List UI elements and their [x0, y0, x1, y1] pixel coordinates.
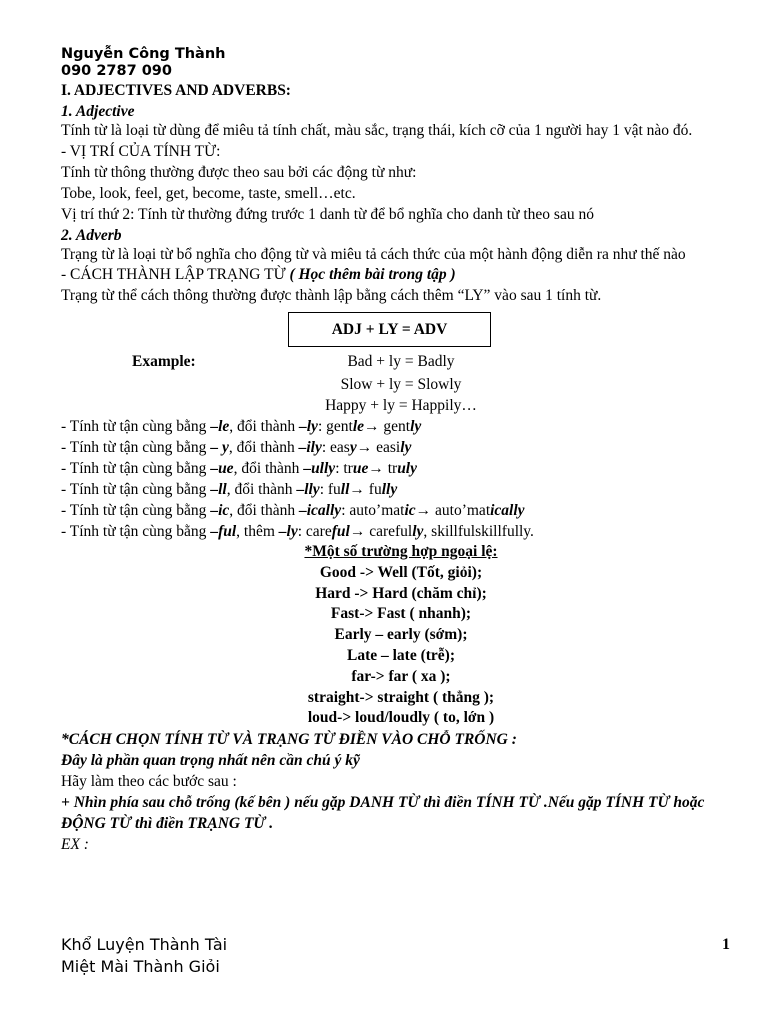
choose-important: Đây là phần quan trọng nhất nên cần chú ý kỹ [61, 752, 360, 770]
exception-item: Good -> Well (Tốt, giỏi); [319, 563, 483, 581]
rule-new-suffix: –ly [299, 418, 318, 435]
adjective-position-line1: Tính từ thông thường được theo sau bởi các động từ như: [61, 163, 417, 181]
rule-new-suffix: –ically [299, 502, 342, 519]
rule-ex2-base: tr [383, 460, 398, 477]
author-name: Nguyễn Công Thành [61, 46, 226, 62]
choose-step1: + Nhìn phía sau chỗ trống (kế bên ) nếu gặp DANH TỪ thì điền TÍNH TỪ .Nếu gặp TÍNH TỪ hoặc ĐỘNG TỪ thì điền TRẠNG TỪ . [61, 794, 705, 833]
rule-colon: : [319, 481, 328, 498]
rule-list [61, 416, 741, 542]
rule-line [61, 416, 741, 437]
rule-new-suffix: –ly [278, 523, 298, 540]
rule-suffix: –ll [210, 481, 227, 498]
rule-ex1-end: ue [352, 460, 369, 477]
adverb-definition: Trạng từ là loại từ bổ nghĩa cho động từ và miêu tả cách thức của một hành động diễn ra như thế nào [61, 245, 686, 263]
rule-ex1-end: ic [404, 502, 416, 519]
formula-box: ADJ + LY = ADV [288, 312, 491, 347]
rule-ex2-base: fu [364, 481, 382, 498]
rule-mid: , đổi thành [229, 418, 299, 435]
example-formula: Happy + ly = Happily… [325, 397, 477, 414]
rule-ex1-end: le [352, 418, 364, 435]
rule-pre: - Tính từ tận cùng bằng [61, 460, 211, 477]
adverb-formation-heading [61, 264, 741, 285]
rule-arrow: → [368, 460, 384, 477]
rule-pre: - Tính từ tận cùng bằng [61, 481, 211, 498]
rule-ex1-base: eas [330, 439, 350, 456]
rule-line [61, 521, 741, 542]
rule-arrow: → [356, 439, 373, 456]
rule-ex2-end: ly [400, 439, 412, 456]
rule-arrow: → [349, 523, 366, 540]
rule-new-suffix: –ully [303, 460, 336, 477]
rule-colon: : [297, 523, 306, 540]
rule-arrow: → [349, 481, 365, 498]
choose-heading: *CÁCH CHỌN TÍNH TỪ VÀ TRẠNG TỪ ĐIỀN VÀO CHỖ TRỐNG : [61, 731, 517, 749]
formation-note: ( Học thêm bài trong tập ) [289, 266, 456, 283]
rule-mid: , đổi thành [228, 439, 299, 456]
exception-item: far-> far ( xa ); [351, 667, 451, 685]
adverb-formation-line: Trạng từ thể cách thông thường được thành lập bằng cách thêm “LY” vào sau 1 tính từ. [61, 287, 602, 304]
rule-suffix: –ue [210, 460, 234, 477]
adverb-heading: 2. Adverb [61, 226, 122, 244]
author-phone: 090 2787 090 [61, 63, 172, 79]
rule-colon: : [317, 418, 327, 435]
rule-ex2-base: easi [372, 439, 401, 456]
rule-ex1-base: tr [343, 460, 353, 477]
rule-suffix: –le [210, 418, 230, 435]
footer-line1: Khổ Luyện Thành Tài [61, 935, 228, 954]
rule-arrow: → [415, 502, 432, 519]
rule-line [61, 437, 741, 458]
rule-colon: : [321, 439, 331, 456]
rule-pre: - Tính từ tận cùng bằng [61, 439, 211, 456]
rule-mid: , đổi thành [229, 502, 299, 519]
rule-ex1-base: fu [327, 481, 341, 498]
rule-ex2-end: uly [397, 460, 417, 477]
rule-colon: : [335, 460, 344, 477]
exception-item: loud-> loud/loudly ( to, lớn ) [307, 709, 495, 727]
formation-heading-text: - CÁCH THÀNH LẬP TRẠNG TỪ [61, 266, 290, 283]
rule-suffix: – y [210, 439, 229, 456]
example-formula: Slow + ly = Slowly [340, 376, 462, 393]
exception-item: Late – late (trễ); [346, 646, 455, 664]
rule-ex1-base: care [305, 523, 332, 540]
rule-arrow: → [364, 418, 380, 435]
footer-line2: Miệt Mài Thành Giỏi [61, 957, 220, 976]
rule-ex2-end: ically [490, 502, 525, 519]
rule-suffix: –ic [210, 502, 230, 519]
choose-ex-label: EX : [61, 836, 89, 854]
adjective-position-line3: Vị trí thứ 2: Tính từ thường đứng trước 1 danh từ để bổ nghĩa cho danh từ theo sau nó [61, 205, 594, 223]
example-row [61, 353, 741, 374]
rule-ex2-base: auto’mat [431, 502, 491, 519]
rule-ex2-end: ly [410, 418, 422, 435]
adjective-position-heading: - VỊ TRÍ CỦA TÍNH TỪ: [61, 142, 221, 160]
choose-steps-intro: Hãy làm theo các bước sau : [61, 773, 237, 791]
rule-pre: - Tính từ tận cùng bằng [61, 502, 211, 519]
rule-new-suffix: –lly [296, 481, 320, 498]
adjective-heading: 1. Adjective [61, 103, 135, 120]
rule-ex1-end: y [349, 439, 357, 456]
rule-mid: , thêm [236, 523, 279, 540]
rule-ex1-end: ful [331, 523, 350, 540]
rule-ex2-base: careful [365, 523, 413, 540]
rule-ex1-end: ll [340, 481, 350, 498]
page-number: 1 [722, 936, 730, 953]
rule-tail: , skillfulskillfully. [423, 523, 534, 540]
rule-pre: - Tính từ tận cùng bằng [61, 418, 211, 435]
example-label: Example: [132, 353, 196, 370]
rule-suffix: –ful [210, 523, 237, 540]
rule-new-suffix: –ily [298, 439, 322, 456]
section-title: I. ADJECTIVES AND ADVERBS: [61, 82, 291, 99]
rule-ex2-end: lly [381, 481, 398, 498]
rule-ex1-base: gent [326, 418, 353, 435]
document-page [61, 46, 741, 855]
rule-colon: : [341, 502, 350, 519]
rule-ex2-base: gent [379, 418, 411, 435]
rule-mid: , đổi thành [233, 460, 304, 477]
rule-mid: , đổi thành [226, 481, 297, 498]
adjective-definition: Tính từ là loại từ dùng để miêu tả tính chất, màu sắc, trạng thái, kích cỡ của 1 người hay 1 vật nào đó. [61, 122, 693, 139]
example-formula: Bad + ly = Badly [347, 353, 455, 370]
exception-item: Hard -> Hard (chăm chỉ); [315, 584, 487, 602]
rule-line [61, 479, 741, 500]
exceptions-title: *Một số trường hợp ngoại lệ: [304, 543, 498, 560]
exception-item: Early – early (sớm); [334, 626, 468, 644]
rule-pre: - Tính từ tận cùng bằng [61, 523, 211, 540]
adjective-position-line2: Tobe, look, feel, get, become, taste, smell…etc. [61, 184, 356, 202]
rule-ex1-base: auto’mat [349, 502, 405, 519]
footer-motto [61, 934, 227, 978]
rule-line [61, 458, 741, 479]
exception-item: straight-> straight ( thẳng ); [307, 688, 495, 706]
rule-ex2-end: ly [412, 523, 424, 540]
rule-line [61, 500, 741, 521]
exception-item: Fast-> Fast ( nhanh); [330, 605, 472, 623]
